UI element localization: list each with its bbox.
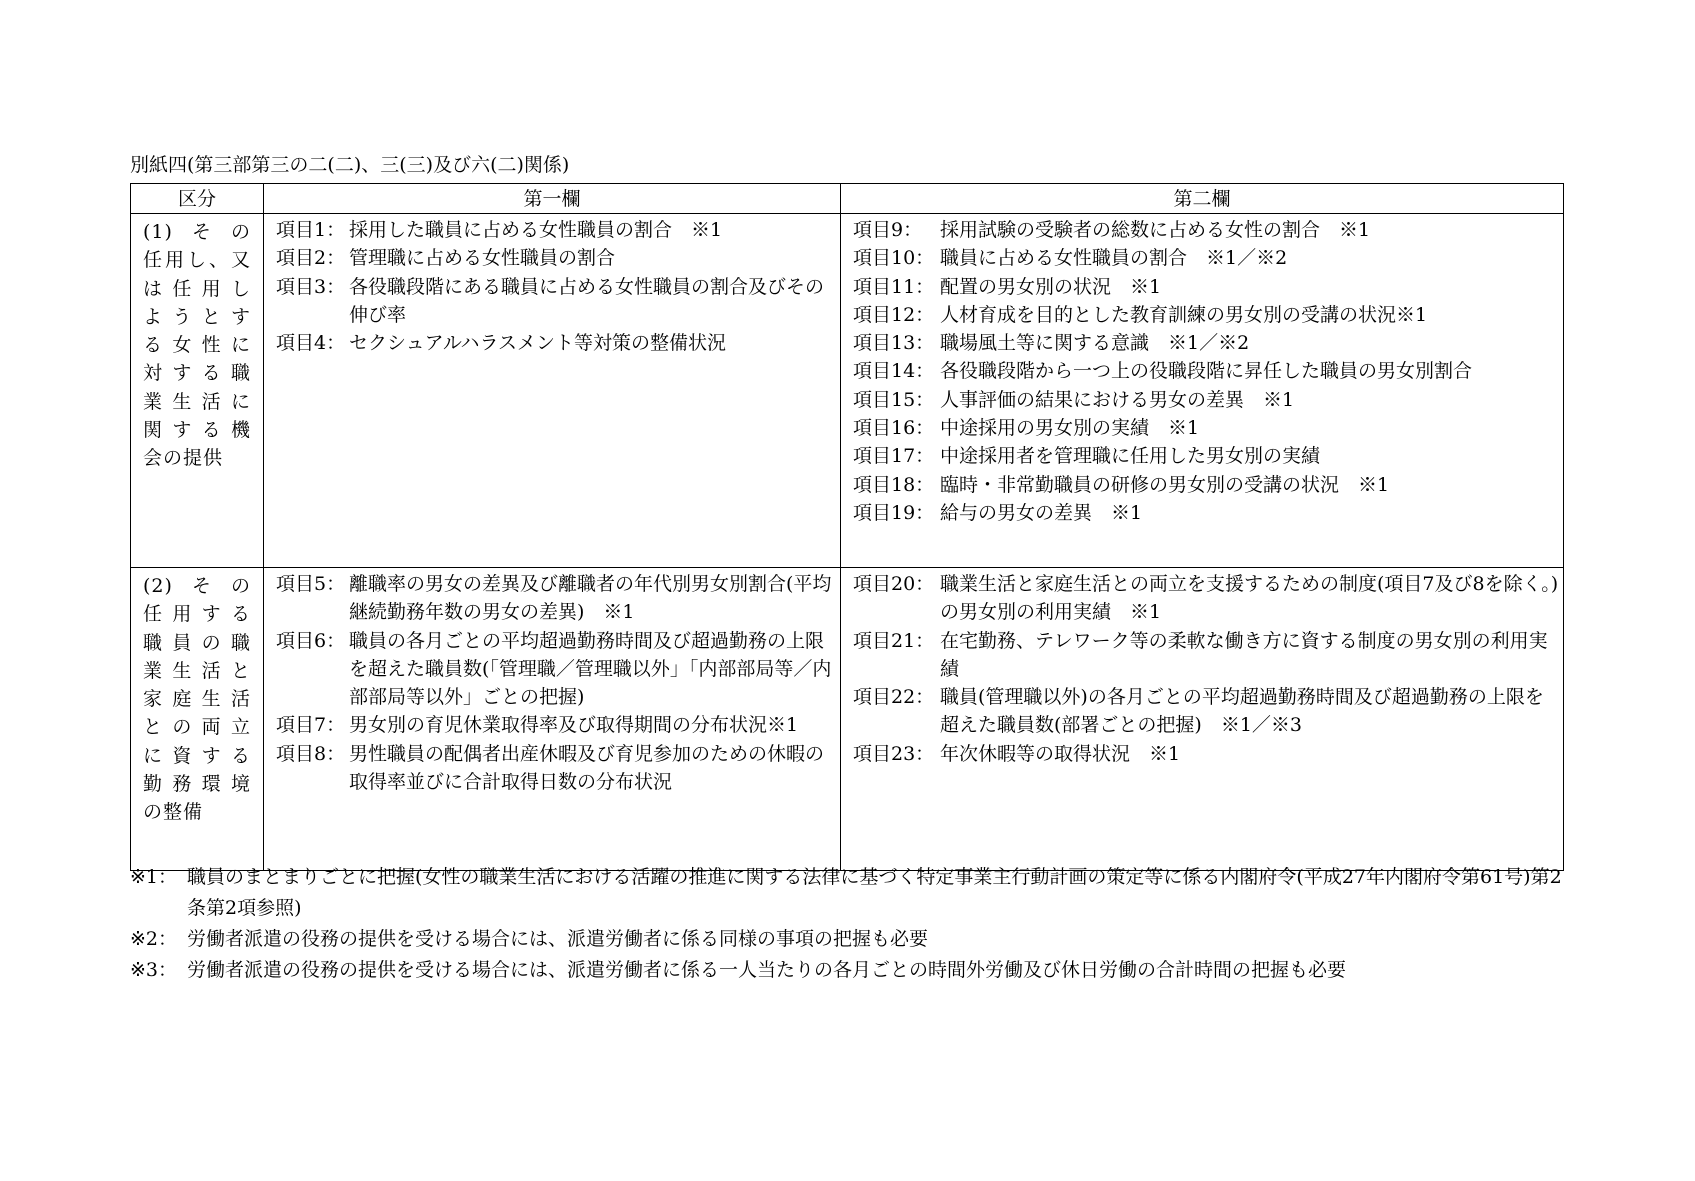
table-header-row: [131, 184, 1564, 214]
item-label: 項目4：: [276, 332, 346, 355]
category-line: の整備: [143, 801, 204, 824]
list-item: [853, 216, 1559, 244]
footnote-text: 労働者派遣の役務の提供を受ける場合には、派遣労働者に係る一人当たりの各月ごとの時間外労働及び休日労働の合計時間の把握も必要: [187, 959, 1347, 981]
list-item: [853, 740, 1559, 768]
table-row: [131, 214, 1564, 568]
item-label: 項目12：: [853, 303, 935, 326]
footnote: [130, 862, 1580, 924]
category-line: 職員の職: [143, 631, 251, 654]
item-label: 項目21：: [853, 629, 935, 652]
category-line: (2)その: [143, 575, 251, 597]
list-item: [276, 244, 836, 272]
category-line: る女性に: [143, 334, 251, 357]
document-title: 別紙四(第三部第三の二(二)、三(三)及び六(二)関係): [130, 154, 570, 176]
list-item: [853, 386, 1559, 414]
footnote-text: 職員のまとまりごとに把握(女性の職業生活における活躍の推進に関する法律に基づく特定事業主行動計画の策定等に係る内閣府令(平成27年内閣府令第61号)第2条第2項参照): [187, 866, 1562, 919]
item-text: 職員に占める女性職員の割合 ※1／※2: [940, 247, 1288, 270]
list-item: [853, 273, 1559, 301]
item-text: 人事評価の結果における男女の差異 ※1: [940, 388, 1295, 411]
item-label: 項目11：: [853, 275, 935, 298]
column-1-cell: [264, 214, 841, 568]
column-1-cell: [264, 568, 841, 871]
item-label: 項目14：: [853, 360, 935, 383]
list-item: [276, 329, 836, 357]
column-2-cell: [841, 214, 1564, 568]
category-cell: [131, 568, 264, 871]
header-category: 区分: [131, 184, 264, 214]
item-label: 項目23：: [853, 742, 935, 765]
item-text: 採用した職員に占める女性職員の割合 ※1: [349, 219, 723, 241]
item-text: 人材育成を目的とした教育訓練の男女別の受講の状況※1: [940, 303, 1428, 326]
category-line: との両立: [143, 716, 251, 739]
item-text: セクシュアルハラスメント等対策の整備状況: [349, 332, 726, 355]
table-row: [131, 568, 1564, 871]
list-item: [853, 244, 1559, 272]
category-line: 会の提供: [143, 447, 224, 470]
category-line: 業生活と: [143, 659, 251, 682]
item-label: 項目18：: [853, 473, 935, 496]
item-text: 給与の男女の差異 ※1: [940, 501, 1143, 524]
category-cell: [131, 214, 264, 568]
list-item: [853, 329, 1559, 357]
item-text: 年次休暇等の取得状況 ※1: [940, 742, 1181, 765]
category-line: ようとす: [143, 305, 251, 328]
footnote-label: ※1：: [130, 866, 178, 888]
item-text: 管理職に占める女性職員の割合: [349, 247, 616, 270]
category-line: 勤務環境: [143, 773, 251, 796]
item-text: 各役職段階にある職員に占める女性職員の割合及びその伸び率: [349, 275, 825, 326]
list-item: [853, 414, 1559, 442]
item-text: 中途採用の男女別の実績 ※1: [940, 417, 1200, 440]
item-label: 項目20：: [853, 573, 935, 595]
item-text: 配置の男女別の状況 ※1: [940, 275, 1162, 298]
list-item: [853, 357, 1559, 385]
item-label: 項目22：: [853, 686, 935, 709]
item-text: 中途採用者を管理職に任用した男女別の実績: [940, 445, 1321, 468]
list-item: [853, 442, 1559, 470]
item-text: 臨時・非常勤職員の研修の男女別の受講の状況 ※1: [940, 473, 1390, 496]
item-label: 項目17：: [853, 445, 935, 468]
item-text: 職場風土等に関する意識 ※1／※2: [940, 332, 1250, 355]
header-column-2: 第二欄: [841, 184, 1564, 214]
item-label: 項目6：: [276, 629, 346, 652]
category-line: 家庭生活: [143, 688, 251, 711]
list-item: [853, 301, 1559, 329]
list-item: [276, 216, 836, 244]
list-item: [853, 627, 1559, 684]
item-label: 項目16：: [853, 417, 935, 440]
list-item: [276, 740, 836, 797]
category-line: 任用する: [143, 603, 251, 626]
item-label: 項目5：: [276, 573, 346, 595]
item-text: 採用試験の受験者の総数に占める女性の割合 ※1: [940, 219, 1371, 241]
footnotes: [130, 862, 1580, 986]
item-text: 男女別の育児休業取得率及び取得期間の分布状況※1: [349, 714, 799, 737]
list-item: [276, 627, 836, 712]
item-text: 職業生活と家庭生活との両立を支援するための制度(項目7及び8を除く。)の男女別の利用実績 ※1: [940, 573, 1559, 624]
footnote-label: ※2：: [130, 928, 178, 950]
item-text: 離職率の男女の差異及び離職者の年代別男女別割合(平均継続勤務年数の男女の差異) ※1: [349, 573, 832, 624]
item-label: 項目8：: [276, 742, 346, 765]
item-text: 職員の各月ごとの平均超過勤務時間及び超過勤務の上限を超えた職員数(「管理職／管理職以外」「内部部局等／内部部局等以外」ごとの把握): [349, 629, 832, 709]
item-label: 項目1：: [276, 219, 346, 241]
list-item: [853, 499, 1559, 527]
item-label: 項目3：: [276, 275, 346, 298]
item-label: 項目13：: [853, 332, 935, 355]
footnote-label: ※3：: [130, 959, 178, 981]
category-line: に資する: [143, 744, 251, 767]
footnote-text: 労働者派遣の役務の提供を受ける場合には、派遣労働者に係る同様の事項の把握も必要: [187, 928, 929, 950]
category-line: 業生活に: [143, 390, 251, 413]
list-item: [276, 711, 836, 739]
footnote: [130, 924, 1580, 955]
list-item: [853, 683, 1559, 740]
item-text: 男性職員の配偶者出産休暇及び育児参加のための休暇の取得率並びに合計取得日数の分布状況: [349, 742, 825, 794]
items-table: [130, 183, 1564, 871]
item-label: 項目7：: [276, 714, 346, 737]
item-text: 各役職段階から一つ上の役職段階に昇任した職員の男女別割合: [940, 360, 1473, 383]
footnote: [130, 955, 1580, 986]
item-text: 在宅勤務、テレワーク等の柔軟な働き方に資する制度の男女別の利用実績: [940, 629, 1548, 680]
list-item: [853, 570, 1559, 627]
category-line: 任用し、又: [143, 249, 251, 272]
header-column-1: 第一欄: [264, 184, 841, 214]
item-label: 項目19：: [853, 501, 935, 524]
category-line: 関する機: [143, 419, 251, 442]
item-label: 項目2：: [276, 247, 346, 270]
item-label: 項目10：: [853, 247, 935, 270]
category-line: は任用し: [143, 277, 251, 300]
list-item: [276, 273, 836, 330]
column-2-cell: [841, 568, 1564, 871]
item-label: 項目9：: [853, 219, 923, 241]
list-item: [853, 471, 1559, 499]
item-label: 項目15：: [853, 388, 935, 411]
category-line: (1)その: [143, 221, 251, 243]
list-item: [276, 570, 836, 627]
category-line: 対する職: [143, 362, 251, 385]
item-text: 職員(管理職以外)の各月ごとの平均超過勤務時間及び超過勤務の上限を超えた職員数(部署ごとの把握) ※1／※3: [940, 686, 1544, 737]
